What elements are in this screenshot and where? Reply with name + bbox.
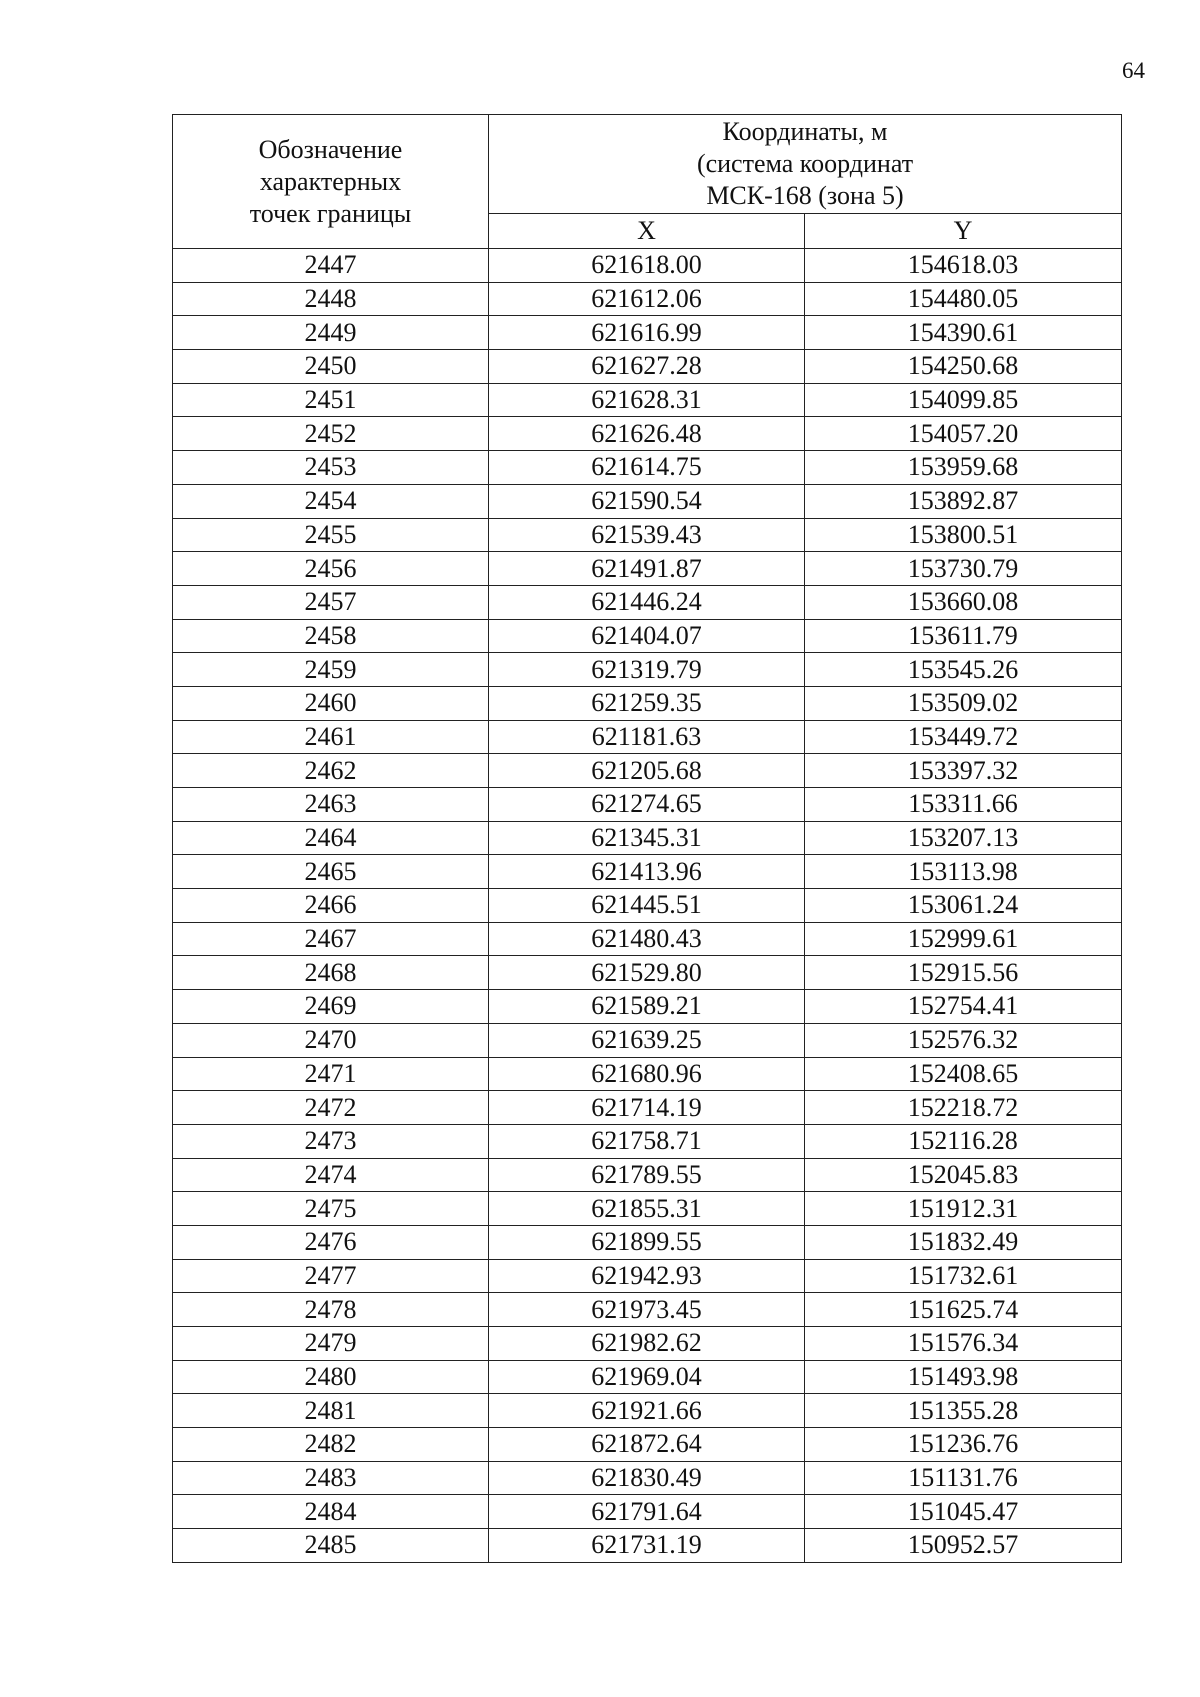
table-row [173, 1293, 1122, 1327]
table-row [173, 653, 1122, 687]
y-cell: 152754.41 [805, 990, 1122, 1024]
table-row [173, 1091, 1122, 1125]
y-cell: 153207.13 [805, 821, 1122, 855]
point-cell: 2470 [173, 1023, 489, 1057]
y-cell: 152576.32 [805, 1023, 1122, 1057]
x-cell: 621590.54 [489, 484, 805, 518]
table-row [173, 686, 1122, 720]
point-cell: 2449 [173, 316, 489, 350]
table-row [173, 1124, 1122, 1158]
table-row [173, 585, 1122, 619]
y-cell: 151832.49 [805, 1225, 1122, 1259]
y-cell: 152915.56 [805, 956, 1122, 990]
y-cell: 154618.03 [805, 249, 1122, 283]
table-row [173, 788, 1122, 822]
point-cell: 2463 [173, 788, 489, 822]
point-cell: 2473 [173, 1124, 489, 1158]
x-cell: 621413.96 [489, 855, 805, 889]
point-cell: 2462 [173, 754, 489, 788]
x-cell: 621529.80 [489, 956, 805, 990]
x-cell: 621639.25 [489, 1023, 805, 1057]
x-cell: 621274.65 [489, 788, 805, 822]
table-row [173, 282, 1122, 316]
y-cell: 152999.61 [805, 922, 1122, 956]
table-row [173, 1192, 1122, 1226]
point-cell: 2466 [173, 889, 489, 923]
table-row [173, 956, 1122, 990]
x-cell: 621612.06 [489, 282, 805, 316]
point-cell: 2482 [173, 1428, 489, 1462]
point-cell: 2464 [173, 821, 489, 855]
table-row [173, 1225, 1122, 1259]
x-cell: 621942.93 [489, 1259, 805, 1293]
point-cell: 2460 [173, 686, 489, 720]
x-cell: 621181.63 [489, 720, 805, 754]
y-cell: 151236.76 [805, 1428, 1122, 1462]
x-cell: 621872.64 [489, 1428, 805, 1462]
table-row [173, 451, 1122, 485]
point-cell: 2479 [173, 1327, 489, 1361]
x-cell: 621789.55 [489, 1158, 805, 1192]
table-row [173, 720, 1122, 754]
table-row [173, 518, 1122, 552]
x-cell: 621628.31 [489, 383, 805, 417]
x-cell: 621614.75 [489, 451, 805, 485]
table-row [173, 552, 1122, 586]
point-cell: 2452 [173, 417, 489, 451]
table-row [173, 383, 1122, 417]
coordinates-table [172, 114, 1122, 1563]
y-cell: 153660.08 [805, 585, 1122, 619]
point-cell: 2447 [173, 249, 489, 283]
point-cell: 2455 [173, 518, 489, 552]
y-cell: 151912.31 [805, 1192, 1122, 1226]
x-cell: 621731.19 [489, 1529, 805, 1563]
point-cell: 2454 [173, 484, 489, 518]
point-cell: 2472 [173, 1091, 489, 1125]
x-cell: 621626.48 [489, 417, 805, 451]
table-row [173, 1495, 1122, 1529]
table-row [173, 754, 1122, 788]
y-cell: 153800.51 [805, 518, 1122, 552]
y-cell: 153397.32 [805, 754, 1122, 788]
point-cell: 2451 [173, 383, 489, 417]
x-cell: 621714.19 [489, 1091, 805, 1125]
header-point-line: точек границы [249, 198, 412, 228]
table-row [173, 1158, 1122, 1192]
table-row [173, 1327, 1122, 1361]
header-point-designation [173, 115, 489, 249]
header-point-line: Обозначение [258, 134, 403, 164]
y-cell: 152045.83 [805, 1158, 1122, 1192]
x-cell: 621205.68 [489, 754, 805, 788]
y-cell: 153611.79 [805, 619, 1122, 653]
y-cell: 152116.28 [805, 1124, 1122, 1158]
y-cell: 153730.79 [805, 552, 1122, 586]
point-cell: 2453 [173, 451, 489, 485]
y-cell: 153509.02 [805, 686, 1122, 720]
x-cell: 621921.66 [489, 1394, 805, 1428]
point-cell: 2476 [173, 1225, 489, 1259]
y-cell: 152218.72 [805, 1091, 1122, 1125]
y-cell: 153113.98 [805, 855, 1122, 889]
y-cell: 151045.47 [805, 1495, 1122, 1529]
table-row [173, 1360, 1122, 1394]
table-row [173, 350, 1122, 384]
y-cell: 151732.61 [805, 1259, 1122, 1293]
x-cell: 621899.55 [489, 1225, 805, 1259]
y-cell: 151131.76 [805, 1461, 1122, 1495]
table-row [173, 922, 1122, 956]
table-row [173, 889, 1122, 923]
x-cell: 621982.62 [489, 1327, 805, 1361]
header-coords-line: Координаты, м [722, 116, 888, 146]
point-cell: 2467 [173, 922, 489, 956]
x-cell: 621973.45 [489, 1293, 805, 1327]
table-row [173, 1394, 1122, 1428]
y-cell: 153449.72 [805, 720, 1122, 754]
y-cell: 153061.24 [805, 889, 1122, 923]
x-cell: 621758.71 [489, 1124, 805, 1158]
point-cell: 2475 [173, 1192, 489, 1226]
table-row [173, 484, 1122, 518]
header-y: Y [805, 213, 1122, 248]
x-cell: 621680.96 [489, 1057, 805, 1091]
table-row [173, 855, 1122, 889]
table-row [173, 821, 1122, 855]
header-x: X [489, 213, 805, 248]
x-cell: 621589.21 [489, 990, 805, 1024]
x-cell: 621446.24 [489, 585, 805, 619]
table-body [173, 249, 1122, 1563]
table-row [173, 1023, 1122, 1057]
header-point-line: характерных [259, 166, 402, 196]
page-number: 64 [1122, 58, 1145, 83]
x-cell: 621855.31 [489, 1192, 805, 1226]
y-cell: 153545.26 [805, 653, 1122, 687]
table-row [173, 417, 1122, 451]
header-coordinates [489, 115, 1122, 214]
x-cell: 621480.43 [489, 922, 805, 956]
table-row [173, 1057, 1122, 1091]
y-cell: 151493.98 [805, 1360, 1122, 1394]
x-cell: 621791.64 [489, 1495, 805, 1529]
table-row [173, 316, 1122, 350]
y-cell: 154250.68 [805, 350, 1122, 384]
x-cell: 621618.00 [489, 249, 805, 283]
point-cell: 2469 [173, 990, 489, 1024]
x-cell: 621319.79 [489, 653, 805, 687]
point-cell: 2484 [173, 1495, 489, 1529]
x-cell: 621627.28 [489, 350, 805, 384]
point-cell: 2457 [173, 585, 489, 619]
y-cell: 154390.61 [805, 316, 1122, 350]
x-cell: 621445.51 [489, 889, 805, 923]
header-coords-line: (система координат [696, 148, 914, 178]
point-cell: 2483 [173, 1461, 489, 1495]
table-row [173, 1529, 1122, 1563]
x-cell: 621491.87 [489, 552, 805, 586]
header-coords-line: МСК-168 (зона 5) [706, 180, 904, 210]
x-cell: 621830.49 [489, 1461, 805, 1495]
table-row [173, 1461, 1122, 1495]
y-cell: 151625.74 [805, 1293, 1122, 1327]
point-cell: 2448 [173, 282, 489, 316]
table-row [173, 1428, 1122, 1462]
y-cell: 153892.87 [805, 484, 1122, 518]
y-cell: 154099.85 [805, 383, 1122, 417]
point-cell: 2456 [173, 552, 489, 586]
y-cell: 154057.20 [805, 417, 1122, 451]
x-cell: 621539.43 [489, 518, 805, 552]
y-cell: 152408.65 [805, 1057, 1122, 1091]
y-cell: 150952.57 [805, 1529, 1122, 1563]
point-cell: 2461 [173, 720, 489, 754]
point-cell: 2477 [173, 1259, 489, 1293]
point-cell: 2468 [173, 956, 489, 990]
table-row [173, 990, 1122, 1024]
y-cell: 153311.66 [805, 788, 1122, 822]
point-cell: 2458 [173, 619, 489, 653]
table-row [173, 619, 1122, 653]
x-cell: 621616.99 [489, 316, 805, 350]
point-cell: 2459 [173, 653, 489, 687]
point-cell: 2481 [173, 1394, 489, 1428]
y-cell: 153959.68 [805, 451, 1122, 485]
point-cell: 2485 [173, 1529, 489, 1563]
y-cell: 154480.05 [805, 282, 1122, 316]
point-cell: 2471 [173, 1057, 489, 1091]
point-cell: 2480 [173, 1360, 489, 1394]
x-cell: 621404.07 [489, 619, 805, 653]
table-header [173, 115, 1122, 249]
y-cell: 151576.34 [805, 1327, 1122, 1361]
x-cell: 621259.35 [489, 686, 805, 720]
x-cell: 621345.31 [489, 821, 805, 855]
table-row [173, 1259, 1122, 1293]
point-cell: 2478 [173, 1293, 489, 1327]
x-cell: 621969.04 [489, 1360, 805, 1394]
point-cell: 2474 [173, 1158, 489, 1192]
y-cell: 151355.28 [805, 1394, 1122, 1428]
point-cell: 2465 [173, 855, 489, 889]
point-cell: 2450 [173, 350, 489, 384]
table-row [173, 249, 1122, 283]
